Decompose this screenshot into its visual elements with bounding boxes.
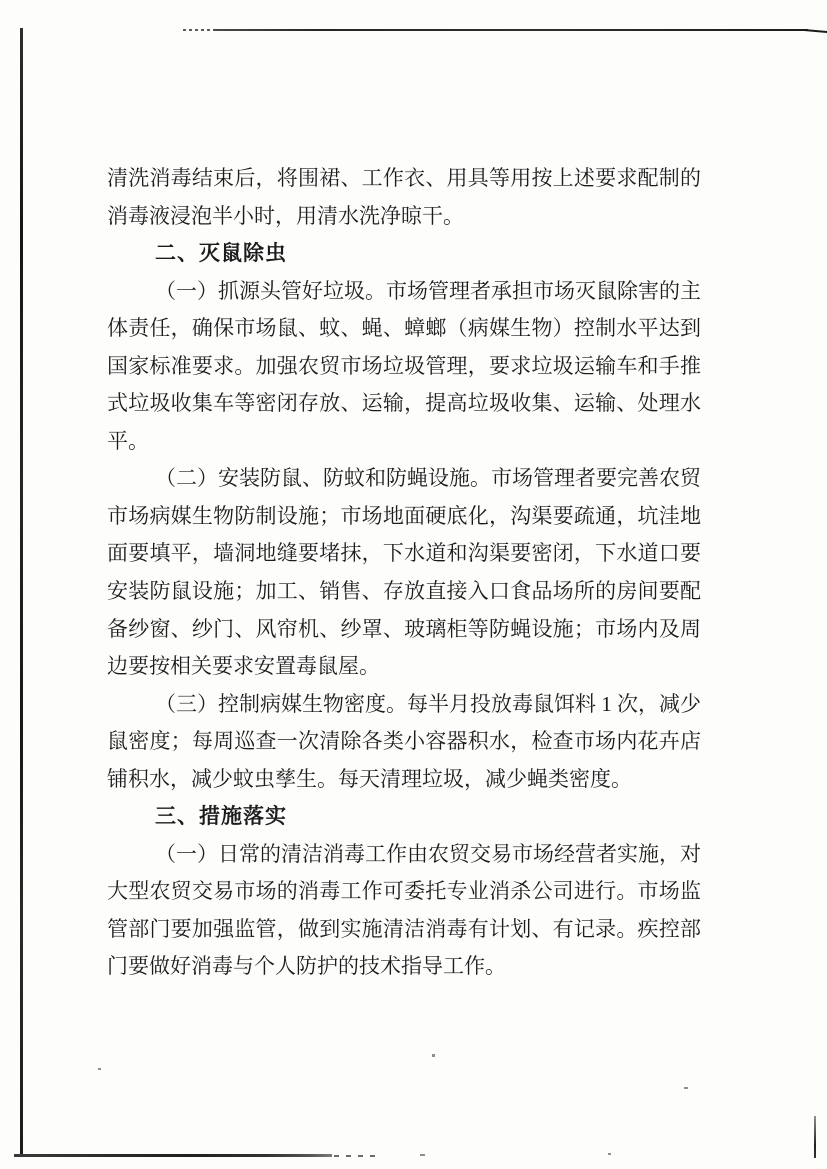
scan-bottom-edge-dashes — [334, 1155, 376, 1157]
scan-right-edge-mark — [814, 1116, 816, 1158]
text-line: 鼠密度；每周巡查一次清除各类小容器积水，检查市场内花卉店 — [107, 729, 701, 754]
scan-top-edge-line — [214, 29, 808, 31]
text-line: 消毒液浸泡半小时，用清水洗净晾干。 — [107, 203, 464, 228]
text-line: 备纱窗、纱门、风帘机、纱罩、玻璃柜等防蝇设施；市场内及周 — [107, 616, 701, 641]
text-line: 边要按相关要求安置毒鼠屋。 — [107, 654, 380, 679]
document-text-block — [107, 160, 701, 986]
text-line: （三）控制病媒生物密度。每半月投放毒鼠饵料 1 次，减少 — [155, 691, 701, 716]
scan-speck — [432, 1054, 435, 1057]
text-line: 管部门要加强监管，做到实施清洁消毒有计划、有记录。疾控部 — [107, 916, 701, 941]
text-line: 铺积水，减少蚊虫孳生。每天清理垃圾，减少蝇类密度。 — [107, 766, 632, 791]
text-line: 平。 — [107, 428, 149, 453]
text-line: （一）日常的清洁消毒工作由农贸交易市场经营者实施，对 — [155, 841, 701, 866]
text-line: 体责任，确保市场鼠、蚊、蝇、蟑螂（病媒生物）控制水平达到 — [107, 316, 701, 341]
text-line: 国家标准要求。加强农贸市场垃圾管理，要求垃圾运输车和手推 — [107, 353, 701, 378]
text-line: 市场病媒生物防制设施；市场地面硬底化，沟渠要疏通，坑洼地 — [107, 503, 701, 528]
text-line: 式垃圾收集车等密闭存放、运输，提高垃圾收集、运输、处理水 — [107, 391, 701, 416]
scan-speck — [684, 1087, 688, 1089]
text-line: （一）抓源头管好垃圾。市场管理者承担市场灭鼠除害的主 — [155, 278, 701, 303]
scan-top-edge-dots — [183, 29, 215, 31]
text-line: 安装防鼠设施；加工、销售、存放直接入口食品场所的房间要配 — [107, 579, 701, 604]
text-line: 面要填平，墙洞地缝要堵抹，下水道和沟渠要密闭，下水道口要 — [107, 541, 701, 566]
text-line: 大型农贸交易市场的消毒工作可委托专业消杀公司进行。市场监 — [107, 879, 701, 904]
text-line: 门要做好消毒与个人防护的技术指导工作。 — [107, 954, 506, 979]
scan-speck — [98, 1068, 101, 1070]
text-line: 清洗消毒结束后，将围裙、工作衣、用具等用按上述要求配制的 — [107, 166, 701, 190]
scan-speck — [420, 1154, 425, 1156]
scan-speck — [608, 1153, 611, 1155]
scan-binding-line-left — [20, 28, 23, 1157]
section-heading-3: 三、措施落实 — [155, 804, 287, 829]
scan-bottom-edge-line — [14, 1154, 332, 1157]
scan-top-edge-line-tail — [804, 29, 827, 33]
section-heading-2: 二、灭鼠除虫 — [155, 241, 287, 266]
text-line: （二）安装防鼠、防蚊和防蝇设施。市场管理者要完善农贸 — [155, 466, 701, 491]
